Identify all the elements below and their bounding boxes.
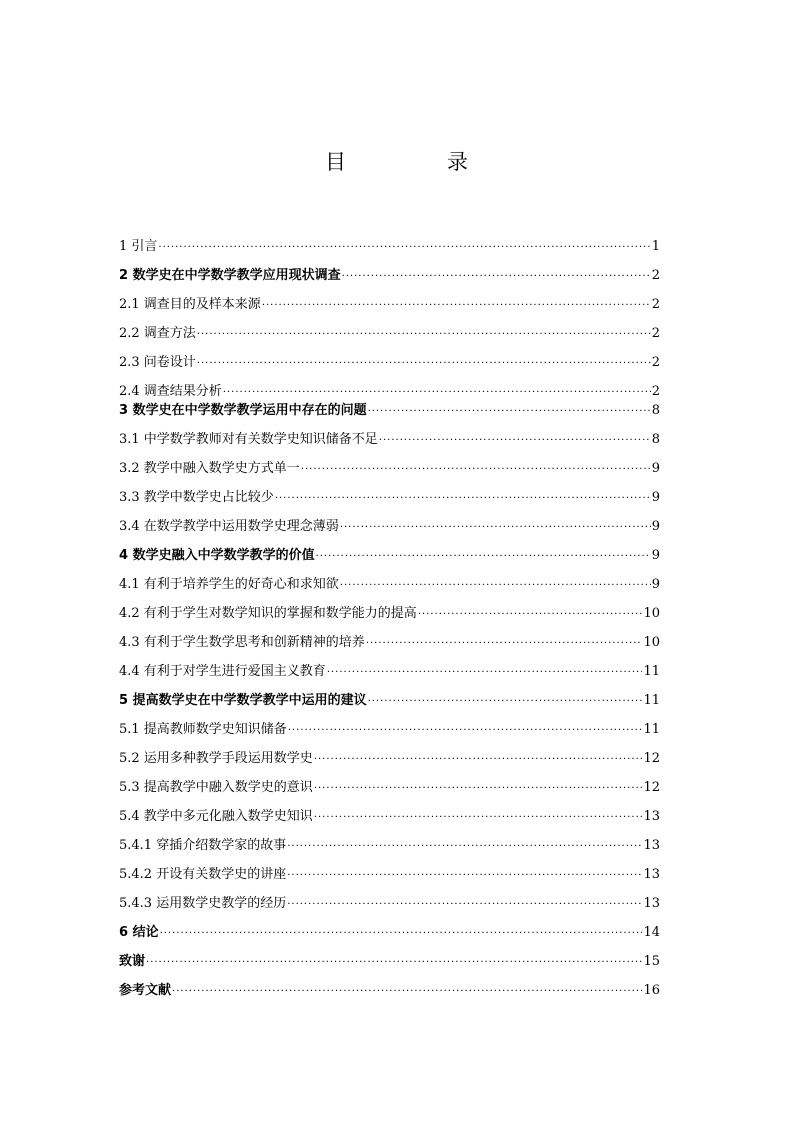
toc-entry[interactable] [119,709,660,738]
toc-entry[interactable] [119,883,660,912]
toc-entry[interactable] [119,535,660,564]
toc-dot-leader [314,782,643,796]
toc-entry-label: 5.3 提高教学中融入数学史的意识 [119,780,313,795]
toc-entry-label: 参考文献 [119,983,172,998]
toc-entry-label: 6 结论 [119,925,159,940]
toc-entry-label: 3.4 在数学教学中运用数学史理念薄弱 [119,519,339,534]
toc-entry-page-number: 13 [643,809,660,824]
toc-entry[interactable] [119,564,660,593]
toc-dot-leader [301,463,651,477]
toc-entry-label: 5.4 教学中多元化融入数学史知识 [119,809,313,824]
toc-entry[interactable] [119,400,660,419]
toc-entry-page-number: 12 [643,780,660,795]
toc-dot-leader [314,753,643,767]
toc-entry-page-number: 15 [643,954,660,969]
toc-entry-label: 5.4.1 穿插介绍数学家的故事 [119,838,287,853]
toc-dot-leader [146,956,642,970]
toc-entry[interactable] [119,970,660,999]
toc-entry-page-number: 10 [643,635,660,650]
toc-dot-leader [172,985,642,999]
toc-entry-label: 3.3 教学中数学史占比较少 [119,490,274,505]
toc-entry[interactable] [119,506,660,535]
toc-dot-leader [262,299,651,313]
toc-dot-leader [314,811,643,825]
toc-entry[interactable] [119,622,660,651]
toc-dot-leader [342,270,651,284]
toc-dot-leader [368,695,643,709]
toc-entry-label: 4.4 有利于对学生进行爱国主义教育 [119,664,326,679]
toc-entry-page-number: 2 [651,268,660,283]
toc-dot-leader [287,840,642,854]
toc-entry-page-number: 14 [643,925,660,940]
toc-entry-label: 5.2 运用多种教学手段运用数学史 [119,751,313,766]
toc-entry-label: 3.2 教学中融入数学史方式单一 [119,461,300,476]
toc-dot-leader [223,386,651,400]
toc-entry-page-number: 16 [643,983,660,998]
toc-entry-page-number: 2 [651,355,660,370]
toc-entry[interactable] [119,419,660,448]
toc-entry-label: 3 数学史在中学数学教学运用中存在的问题 [119,403,367,418]
toc-entry[interactable] [119,738,660,767]
toc-entry-label: 2.1 调查目的及样本来源 [119,297,261,312]
toc-entry-label: 4.1 有利于培养学生的好奇心和求知欲 [119,577,339,592]
toc-entry[interactable] [119,477,660,506]
toc-dot-leader [160,927,643,941]
table-of-contents [119,226,660,999]
toc-entry[interactable] [119,854,660,883]
toc-dot-leader [275,492,651,506]
toc-dot-leader [316,550,651,564]
toc-dot-leader [327,666,643,680]
toc-entry[interactable] [119,912,660,941]
toc-entry-page-number: 2 [651,297,660,312]
toc-entry-page-number: 9 [651,548,660,563]
toc-entry-page-number: 11 [643,693,660,708]
toc-dot-leader [418,608,643,622]
toc-entry-page-number: 10 [643,606,660,621]
toc-entry-page-number: 8 [651,432,660,447]
toc-entry[interactable] [119,825,660,854]
toc-entry[interactable] [119,796,660,825]
toc-dot-leader [288,724,643,738]
toc-entry[interactable] [119,680,660,709]
toc-entry-page-number: 9 [651,461,660,476]
toc-entry[interactable] [119,651,660,680]
toc-entry[interactable] [119,941,660,970]
toc-entry[interactable] [119,371,660,400]
toc-entry-label: 5 提高数学史在中学数学教学中运用的建议 [119,693,367,708]
toc-entry-label: 5.4.2 开设有关数学史的讲座 [119,867,287,882]
toc-entry-page-number: 13 [643,867,660,882]
toc-dot-leader [379,434,651,448]
toc-entry-label: 致谢 [119,954,146,969]
toc-entry[interactable] [119,593,660,622]
toc-dot-leader [197,328,651,342]
toc-entry-label: 2.4 调查结果分析 [119,384,222,399]
toc-entry-page-number: 11 [643,722,660,737]
toc-dot-leader [368,405,651,419]
toc-entry[interactable] [119,313,660,342]
toc-dot-leader [340,521,651,535]
toc-entry-page-number: 9 [651,519,660,534]
toc-dot-leader [197,357,651,371]
toc-entry-page-number: 13 [643,896,660,911]
toc-dot-leader [366,637,643,651]
toc-entry-page-number: 8 [651,403,660,418]
toc-dot-leader [287,898,642,912]
toc-dot-leader [158,241,650,255]
toc-entry-label: 4.3 有利于学生数学思考和创新精神的培养 [119,635,365,650]
toc-entry-page-number: 2 [651,384,660,399]
toc-entry-page-number: 13 [643,838,660,853]
page-title: 目 录 [325,150,508,174]
toc-entry-page-number: 2 [651,326,660,341]
toc-entry-label: 2.3 问卷设计 [119,355,196,370]
toc-entry-label: 5.1 提高教师数学史知识储备 [119,722,287,737]
toc-entry-page-number: 1 [651,239,660,254]
toc-dot-leader [287,869,642,883]
toc-entry[interactable] [119,342,660,371]
toc-entry-label: 4 数学史融入中学数学教学的价值 [119,548,315,563]
toc-entry-label: 2.2 调查方法 [119,326,196,341]
toc-entry-page-number: 9 [651,490,660,505]
toc-entry-page-number: 9 [651,577,660,592]
toc-entry-label: 3.1 中学数学教师对有关数学史知识储备不足 [119,432,378,447]
toc-entry-label: 4.2 有利于学生对数学知识的掌握和数学能力的提高 [119,606,417,621]
toc-entry-label: 5.4.3 运用数学史教学的经历 [119,896,287,911]
toc-entry[interactable] [119,284,660,313]
toc-entry-page-number: 11 [643,664,660,679]
toc-entry[interactable] [119,448,660,477]
toc-entry-label: 1 引言 [119,239,158,254]
toc-entry[interactable] [119,226,660,255]
toc-entry[interactable] [119,255,660,284]
toc-dot-leader [340,579,651,593]
toc-entry-label: 2 数学史在中学数学教学应用现状调查 [119,268,341,283]
toc-entry-page-number: 12 [643,751,660,766]
toc-entry[interactable] [119,767,660,796]
